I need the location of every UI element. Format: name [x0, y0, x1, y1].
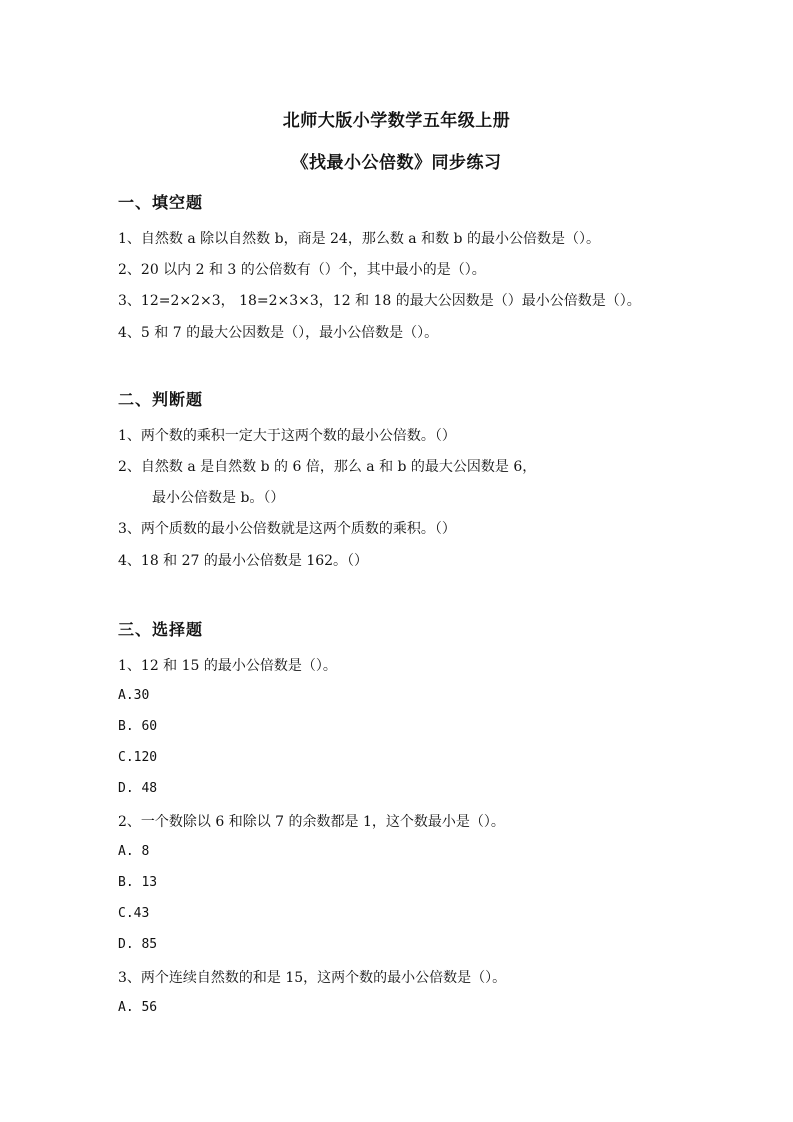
tf-question-4: 4、18 和 27 的最小公倍数是 162。（）: [118, 553, 369, 569]
document-subtitle: 《找最小公倍数》同步练习: [291, 153, 502, 173]
mc-question-1: 1、12 和 15 的最小公倍数是（）。: [118, 658, 337, 674]
document-title: 北师大版小学数学五年级上册: [282, 111, 511, 131]
tf-question-2: 2、自然数 a 是自然数 b 的 6 倍，那么 a 和 b 的最大公因数是 6，: [118, 459, 537, 475]
mc-q1-option-c: C.120: [118, 750, 158, 765]
mc-q2-option-d: D. 85: [118, 937, 158, 952]
tf-question-1: 1、两个数的乘积一定大于这两个数的最小公倍数。（）: [118, 428, 456, 444]
fill-question-1: 1、自然数 a 除以自然数 b，商是 24，那么数 a 和数 b 的最小公倍数是（）。: [118, 231, 600, 247]
mc-q1-option-b: B. 60: [118, 719, 158, 734]
mc-q2-option-b: B. 13: [118, 875, 158, 890]
mc-q1-option-a: A.30: [118, 688, 150, 703]
fill-question-2: 2、20 以内 2 和 3 的公倍数有（）个，其中最小的是（）。: [118, 262, 486, 278]
fill-question-4: 4、5 和 7 的最大公因数是（），最小公倍数是（）。: [118, 325, 439, 341]
mc-q2-option-c: C.43: [118, 906, 150, 921]
section-heading-fill-in: 一、填空题: [118, 193, 204, 212]
section-heading-true-false: 二、判断题: [118, 390, 204, 409]
mc-question-3: 3、两个连续自然数的和是 15，这两个数的最小公倍数是（）。: [118, 970, 507, 986]
tf-question-2-continued: 最小公倍数是 b。（）: [152, 490, 285, 506]
mc-q2-option-a: A. 8: [118, 844, 150, 859]
fill-question-3: 3、12=2×2×3， 18=2×3×3，12 和 18 的最大公因数是（）最小公倍数是（）。: [118, 293, 641, 309]
section-heading-multiple-choice: 三、选择题: [118, 620, 204, 639]
mc-question-2: 2、一个数除以 6 和除以 7 的余数都是 1，这个数最小是（）。: [118, 814, 505, 830]
mc-q3-option-a: A. 56: [118, 1000, 158, 1015]
mc-q1-option-d: D. 48: [118, 781, 158, 796]
tf-question-3: 3、两个质数的最小公倍数就是这两个质数的乘积。（）: [118, 521, 456, 537]
